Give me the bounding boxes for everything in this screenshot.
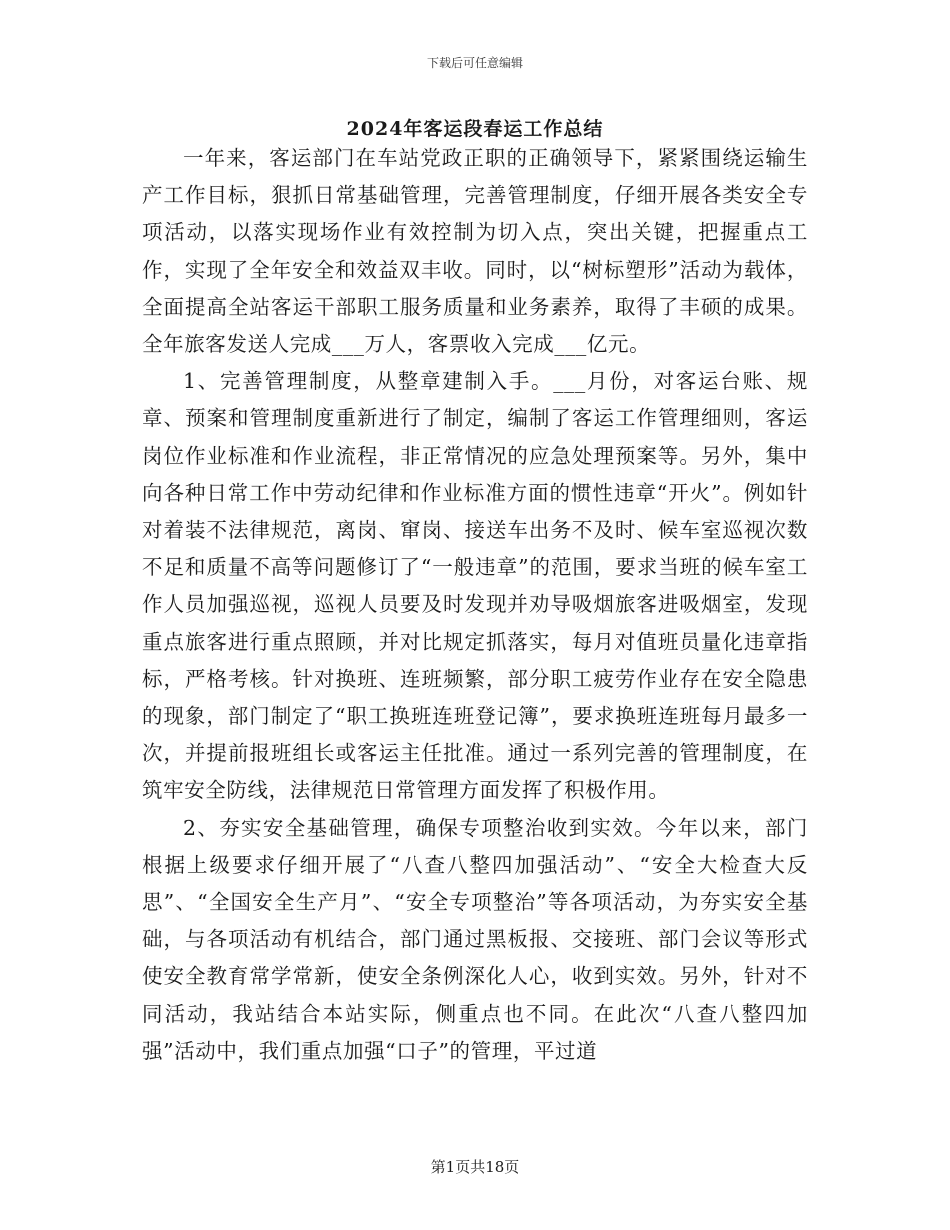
paragraph-safety-foundation: 2、夯实安全基础管理，确保专项整治收到实效。今年以来，部门根据上级要求仔细开展了“八查八整四加强活动”、“安全大检查大反思”、“全国安全生产月”、“安全专项整治”等各项活动，为夯实安全基础，与各项活动有机结合，部门通过黑板报、交接班、部门会议等形式使安全教育常学常新，使安全条例深化人心，收到实效。另外，针对不同活动，我站结合本站实际，侧重点也不同。在此次“八查八整四加强”活动中，我们重点加强“口子”的管理，平过道 (142, 815, 808, 1063)
page-number: 第1页共18页 (430, 1158, 520, 1176)
paragraph-management-system: 1、完善管理制度，从整章建制入手。___月份，对客运台账、规章、预案和管理制度重新进行了制定，编制了客运工作管理细则，客运岗位作业标准和作业流程，非正常情况的应急处理预案等。另外，集中向各种日常工作中劳动纪律和作业标准方面的惯性违章“开火”。例如针对着装不法律规范，离岗、窜岗、接送车出务不及时、候车室巡视次数不足和质量不高等问题修订了“一般违章”的范围，要求当班的候车室工作人员加强巡视，巡视人员要及时发现并劝导吸烟旅客进吸烟室，发现重点旅客进行重点照顾，并对比规定抓落实，每月对值班员量化违章指标，严格考核。针对换班、连班频繁，部分职工疲劳作业存在安全隐患的现象，部门制定了“职工换班连班登记簿”，要求换班连班每月最多一次，并提前报班组长或客运主任批准。通过一系列完善的管理制度，在筑牢安全防线，法律规范日常管理方面发挥了积极作用。 (142, 369, 808, 803)
paragraph-intro: 一年来，客运部门在车站党政正职的正确领导下，紧紧围绕运输生产工作目标，狠抓日常基础管理，完善管理制度，仔细开展各类安全专项活动，以落实现场作业有效控制为切入点，突出关键，把握重点工作，实现了全年安全和效益双丰收。同时，以“树标塑形”活动为载体，全面提高全站客运干部职工服务质量和业务素养，取得了丰硕的成果。全年旅客发送人完成___万人，客票收入完成___亿元。 (142, 146, 808, 357)
document-body (142, 140, 808, 1070)
document-title: 2024年客运段春运工作总结 (346, 118, 604, 140)
header-note: 下载后可任意编辑 (426, 56, 523, 70)
